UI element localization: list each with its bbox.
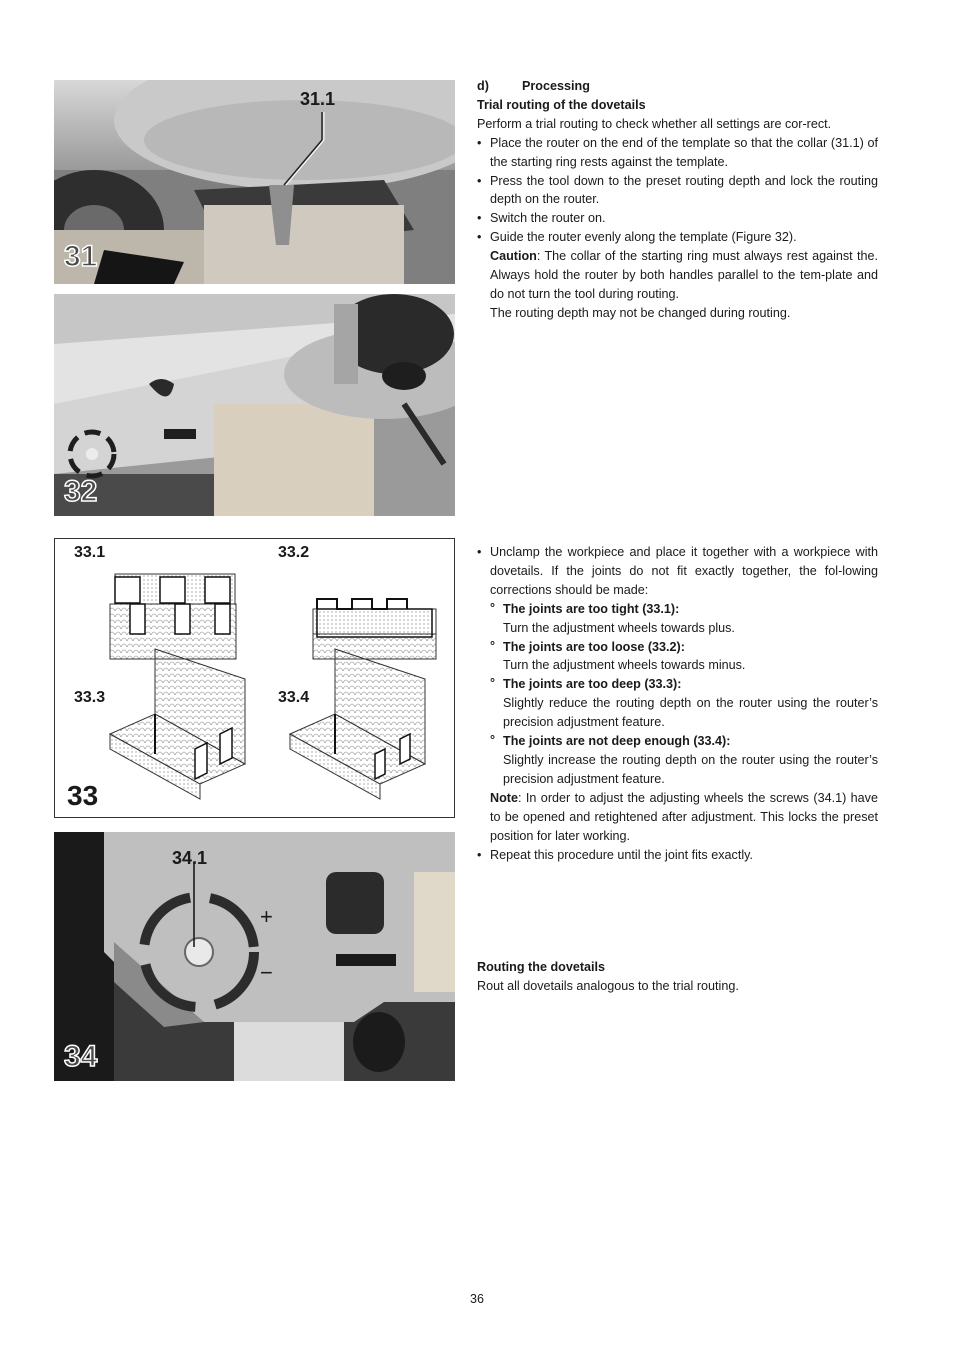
correction-text: Turn the adjustment wheels towards plus.	[503, 620, 735, 635]
correction-text: Slightly increase the routing depth on the router using the router’s precision adjustment feature.	[503, 752, 878, 786]
trial-routing-subheading: Trial routing of the dovetails	[477, 97, 646, 112]
section-letter: d)	[477, 79, 489, 93]
correction-item: ° The joints are not deep enough (33.4):	[490, 733, 731, 749]
section-heading	[477, 77, 878, 96]
figure-34-photo	[54, 832, 455, 1081]
trial-routing-intro: Perform a trial routing to check whether all settings are cor-rect.	[477, 116, 832, 131]
minus-sign: −	[260, 960, 273, 985]
processing-section	[477, 77, 878, 323]
correction-item: ° The joints are too deep (33.3):	[490, 676, 682, 692]
joint-33-1-drawing	[110, 574, 236, 659]
joint-33-4-drawing	[290, 649, 425, 799]
router-template-illustration	[54, 294, 455, 516]
router-collar-illustration	[54, 80, 455, 284]
routing-dovetails-subheading: Routing the dovetails	[477, 960, 606, 974]
corrections-section	[477, 543, 878, 864]
routing-dovetails-section	[477, 958, 878, 996]
figure-31-number: 31	[64, 240, 98, 273]
list-item: • Guide the router evenly along the template (Figure 32).	[477, 230, 797, 245]
adjustment-wheel-illustration	[54, 832, 455, 1081]
figure-33-1-label: 33.1	[74, 544, 106, 561]
dovetail-joints-illustration	[55, 539, 454, 817]
routing-dovetails-text: Rout all dovetails analogous to the trial routing.	[477, 978, 739, 993]
figure-33-number: 33	[67, 780, 99, 811]
correction-text: Turn the adjustment wheels towards minus.	[503, 658, 746, 673]
figure-34-number: 34	[64, 1040, 98, 1073]
page-number: 36	[470, 1292, 484, 1306]
list-item: • Repeat this procedure until the joint fits exactly.	[477, 847, 753, 862]
list-item: • Switch the router on.	[477, 211, 606, 226]
caution-note: Caution: The collar of the starting ring must always rest against the. Always hold the router by both handles parallel to the tem-plate and do not turn the tool during routing.	[490, 249, 878, 301]
figure-32-number: 32	[64, 475, 98, 508]
correction-item: ° The joints are too tight (33.1):	[490, 600, 680, 616]
joint-33-2-drawing	[313, 599, 436, 659]
figure-33-4-label: 33.4	[278, 689, 310, 706]
section-title: Processing	[522, 79, 590, 93]
correction-text: Slightly reduce the routing depth on the router using the router’s precision adjustment feature.	[503, 696, 878, 730]
adjustment-note: Note: In order to adjust the adjusting wheels the screws (34.1) have to be opened and retightened after adjustment. This locks the preset position for later working.	[490, 790, 878, 843]
caution-extra: The routing depth may not be changed during routing.	[490, 305, 791, 320]
correction-item: ° The joints are too loose (33.2):	[490, 638, 685, 654]
list-item: • Unclamp the workpiece and place it together with a workpiece with dovetails. If the joints do not fit exactly together, the fol-lowing corrections should be made:	[477, 545, 878, 597]
plus-sign: +	[260, 904, 273, 929]
figure-31-callout: 31.1	[300, 89, 336, 109]
figure-34-callout: 34.1	[172, 848, 208, 868]
figure-33-2-label: 33.2	[278, 544, 310, 561]
figure-33-diagram	[54, 538, 455, 818]
figure-33-3-label: 33.3	[74, 689, 106, 706]
list-item: • Place the router on the end of the template so that the collar (31.1) of the starting ring rests against the template.	[477, 135, 878, 169]
joint-33-3-drawing	[110, 649, 245, 799]
figure-32-photo	[54, 294, 455, 516]
list-item: • Press the tool down to the preset routing depth and lock the routing depth on the router.	[477, 173, 878, 207]
figure-31-photo	[54, 80, 455, 284]
